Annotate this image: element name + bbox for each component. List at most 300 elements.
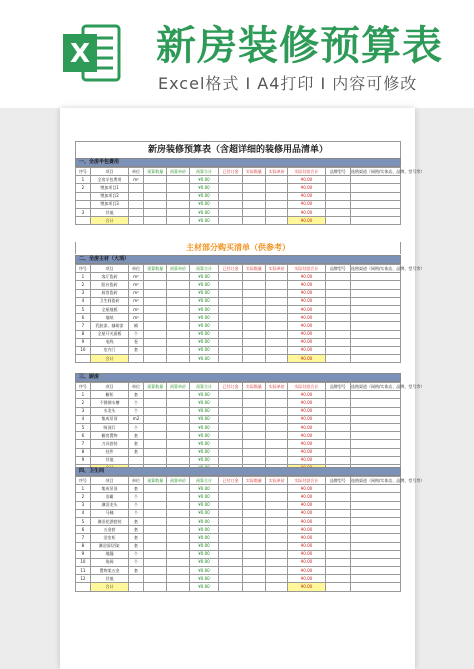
cell-qty[interactable] (143, 550, 166, 558)
cell-price[interactable] (167, 526, 189, 534)
cell-price[interactable] (167, 289, 189, 297)
cell-channel[interactable] (351, 399, 401, 407)
cell-qty[interactable] (143, 456, 166, 464)
cell-no[interactable]: 7 (76, 534, 91, 542)
cell-budget_total[interactable]: ¥0.00 (189, 448, 219, 456)
cell-actual_qty[interactable] (242, 501, 265, 509)
cell-price[interactable] (167, 330, 189, 338)
cell-actual_qty[interactable] (242, 456, 265, 464)
cell-brand[interactable] (325, 526, 350, 534)
cell-brand[interactable] (325, 192, 350, 200)
cell-actual_total[interactable]: ¥0.00 (288, 501, 325, 509)
cell-no[interactable]: 9 (76, 550, 91, 558)
cell-actual_total[interactable]: ¥0.00 (288, 391, 325, 399)
cell-actual_price[interactable] (266, 200, 288, 208)
cell-budget_total[interactable]: ¥0.00 (189, 192, 219, 200)
cell-actual_price[interactable] (266, 415, 288, 423)
cell-price[interactable] (167, 297, 189, 305)
cell-actual_price[interactable] (266, 534, 288, 542)
cell-channel[interactable] (351, 415, 401, 423)
cell-no[interactable]: 9 (76, 456, 91, 464)
cell-unit[interactable]: m² (129, 176, 144, 184)
cell-actual_price[interactable] (266, 558, 288, 566)
cell-actual_total[interactable]: ¥0.00 (288, 338, 325, 346)
cell-brand[interactable] (325, 305, 350, 313)
cell-budget_total[interactable]: ¥0.00 (189, 432, 219, 440)
cell-paid[interactable] (219, 456, 242, 464)
cell-actual_price[interactable] (266, 322, 288, 330)
cell-price[interactable] (167, 281, 189, 289)
cell-qty[interactable] (143, 423, 166, 431)
cell-unit[interactable]: m² (129, 281, 144, 289)
cell-item[interactable]: 阳台瓷砖 (90, 281, 128, 289)
cell-no[interactable]: 8 (76, 448, 91, 456)
cell-budget_total[interactable]: ¥0.00 (189, 305, 219, 313)
cell-qty[interactable] (143, 346, 166, 354)
cell-qty[interactable] (143, 391, 166, 399)
cell-actual_price[interactable] (266, 273, 288, 281)
cell-actual_total[interactable]: ¥0.00 (288, 558, 325, 566)
cell-actual_qty[interactable] (242, 517, 265, 525)
cell-brand[interactable] (325, 485, 350, 493)
cell-price[interactable] (167, 399, 189, 407)
cell-no[interactable]: 12 (76, 575, 91, 583)
cell-qty[interactable] (143, 176, 166, 184)
cell-price[interactable] (167, 192, 189, 200)
cell-no[interactable]: 3 (76, 501, 91, 509)
cell-qty[interactable] (143, 289, 166, 297)
cell-paid[interactable] (219, 322, 242, 330)
cell-brand[interactable] (325, 184, 350, 192)
cell-paid[interactable] (219, 485, 242, 493)
cell-channel[interactable] (351, 423, 401, 431)
cell-budget_total[interactable]: ¥0.00 (189, 330, 219, 338)
cell-channel[interactable] (351, 501, 401, 509)
cell-actual_total[interactable]: ¥0.00 (288, 281, 325, 289)
cell-item[interactable]: 浴霸 (90, 493, 128, 501)
cell-actual_price[interactable] (266, 314, 288, 322)
cell-item[interactable]: 置物架五金 (90, 567, 128, 575)
cell-no[interactable]: 3 (76, 289, 91, 297)
cell-channel[interactable] (351, 456, 401, 464)
cell-budget_total[interactable]: ¥0.00 (189, 415, 219, 423)
cell-no[interactable] (76, 192, 91, 200)
cell-price[interactable] (167, 485, 189, 493)
cell-no[interactable]: 1 (76, 176, 91, 184)
cell-actual_qty[interactable] (242, 534, 265, 542)
cell-qty[interactable] (143, 305, 166, 313)
cell-actual_total[interactable]: ¥0.00 (288, 534, 325, 542)
cell-budget_total[interactable]: ¥0.00 (189, 423, 219, 431)
cell-budget_total[interactable]: ¥0.00 (189, 338, 219, 346)
cell-actual_price[interactable] (266, 517, 288, 525)
cell-actual_qty[interactable] (242, 176, 265, 184)
cell-actual_total[interactable]: ¥0.00 (288, 423, 325, 431)
cell-budget_total[interactable]: ¥0.00 (189, 567, 219, 575)
cell-actual_price[interactable] (266, 407, 288, 415)
cell-no[interactable]: 11 (76, 567, 91, 575)
cell-qty[interactable] (143, 415, 166, 423)
cell-unit[interactable]: 套 (129, 346, 144, 354)
cell-paid[interactable] (219, 493, 242, 501)
cell-brand[interactable] (325, 281, 350, 289)
cell-actual_qty[interactable] (242, 200, 265, 208)
cell-price[interactable] (167, 200, 189, 208)
cell-item[interactable]: 浴室柜 (90, 534, 128, 542)
cell-price[interactable] (167, 305, 189, 313)
cell-actual_total[interactable]: ¥0.00 (288, 526, 325, 534)
cell-actual_price[interactable] (266, 330, 288, 338)
cell-unit[interactable]: 个 (129, 509, 144, 517)
cell-actual_qty[interactable] (242, 281, 265, 289)
cell-budget_total[interactable]: ¥0.00 (189, 526, 219, 534)
cell-channel[interactable] (351, 208, 401, 216)
cell-actual_total[interactable]: ¥0.00 (288, 273, 325, 281)
cell-actual_total[interactable]: ¥0.00 (288, 314, 325, 322)
cell-item[interactable]: 角阀 (90, 558, 128, 566)
cell-no[interactable]: 2 (76, 399, 91, 407)
cell-actual_price[interactable] (266, 391, 288, 399)
cell-unit[interactable]: 套 (129, 542, 144, 550)
cell-channel[interactable] (351, 192, 401, 200)
cell-brand[interactable] (325, 575, 350, 583)
cell-actual_qty[interactable] (242, 558, 265, 566)
cell-brand[interactable] (325, 517, 350, 525)
cell-brand[interactable] (325, 407, 350, 415)
cell-item[interactable]: 全房半包费用 (90, 176, 128, 184)
cell-actual_price[interactable] (266, 399, 288, 407)
cell-actual_total[interactable]: ¥0.00 (288, 493, 325, 501)
cell-qty[interactable] (143, 200, 166, 208)
cell-actual_total[interactable]: ¥0.00 (288, 346, 325, 354)
cell-paid[interactable] (219, 534, 242, 542)
cell-item[interactable]: 不锈钢水槽 (90, 399, 128, 407)
cell-brand[interactable] (325, 176, 350, 184)
cell-qty[interactable] (143, 184, 166, 192)
cell-paid[interactable] (219, 305, 242, 313)
cell-brand[interactable] (325, 423, 350, 431)
cell-actual_qty[interactable] (242, 448, 265, 456)
cell-actual_total[interactable]: ¥0.00 (288, 440, 325, 448)
cell-brand[interactable] (325, 208, 350, 216)
cell-no[interactable]: 6 (76, 432, 91, 440)
cell-price[interactable] (167, 448, 189, 456)
cell-actual_total[interactable]: ¥0.00 (288, 567, 325, 575)
cell-paid[interactable] (219, 208, 242, 216)
cell-channel[interactable] (351, 314, 401, 322)
cell-unit[interactable]: 套 (129, 440, 144, 448)
cell-no[interactable]: 2 (76, 281, 91, 289)
cell-paid[interactable] (219, 192, 242, 200)
cell-unit[interactable]: m2 (129, 415, 144, 423)
cell-actual_qty[interactable] (242, 391, 265, 399)
cell-channel[interactable] (351, 281, 401, 289)
cell-item[interactable]: 乳胶漆、辅助漆 (90, 322, 128, 330)
cell-actual_qty[interactable] (242, 314, 265, 322)
cell-unit[interactable] (129, 456, 144, 464)
cell-actual_total[interactable]: ¥0.00 (288, 456, 325, 464)
cell-no[interactable]: 1 (76, 485, 91, 493)
cell-actual_total[interactable]: ¥0.00 (288, 542, 325, 550)
cell-qty[interactable] (143, 493, 166, 501)
cell-qty[interactable] (143, 526, 166, 534)
cell-actual_price[interactable] (266, 440, 288, 448)
cell-actual_price[interactable] (266, 501, 288, 509)
cell-budget_total[interactable]: ¥0.00 (189, 346, 219, 354)
cell-channel[interactable] (351, 526, 401, 534)
cell-budget_total[interactable]: ¥0.00 (189, 273, 219, 281)
cell-channel[interactable] (351, 289, 401, 297)
cell-actual_qty[interactable] (242, 297, 265, 305)
cell-budget_total[interactable]: ¥0.00 (189, 558, 219, 566)
cell-paid[interactable] (219, 440, 242, 448)
cell-item[interactable]: 淋浴花洒套装 (90, 517, 128, 525)
cell-unit[interactable]: 个 (129, 399, 144, 407)
cell-actual_qty[interactable] (242, 184, 265, 192)
cell-budget_total[interactable]: ¥0.00 (189, 322, 219, 330)
cell-price[interactable] (167, 550, 189, 558)
cell-item[interactable]: 其他 (90, 208, 128, 216)
cell-channel[interactable] (351, 297, 401, 305)
cell-actual_qty[interactable] (242, 399, 265, 407)
cell-qty[interactable] (143, 322, 166, 330)
cell-budget_total[interactable]: ¥0.00 (189, 176, 219, 184)
cell-qty[interactable] (143, 407, 166, 415)
cell-paid[interactable] (219, 432, 242, 440)
cell-item[interactable]: 马桶 (90, 509, 128, 517)
cell-item[interactable]: 全屋地板 (90, 305, 128, 313)
cell-channel[interactable] (351, 534, 401, 542)
cell-channel[interactable] (351, 517, 401, 525)
cell-price[interactable] (167, 423, 189, 431)
cell-budget_total[interactable]: ¥0.00 (189, 501, 219, 509)
cell-no[interactable]: 3 (76, 208, 91, 216)
cell-brand[interactable] (325, 542, 350, 550)
cell-item[interactable]: 室内门 (90, 346, 128, 354)
cell-actual_qty[interactable] (242, 567, 265, 575)
cell-no[interactable]: 6 (76, 314, 91, 322)
cell-qty[interactable] (143, 575, 166, 583)
cell-paid[interactable] (219, 509, 242, 517)
cell-price[interactable] (167, 415, 189, 423)
cell-item[interactable]: 厨房瓷砖 (90, 289, 128, 297)
cell-paid[interactable] (219, 273, 242, 281)
cell-brand[interactable] (325, 415, 350, 423)
cell-no[interactable]: 5 (76, 423, 91, 431)
cell-paid[interactable] (219, 399, 242, 407)
cell-price[interactable] (167, 176, 189, 184)
cell-unit[interactable]: m² (129, 305, 144, 313)
cell-price[interactable] (167, 338, 189, 346)
cell-actual_price[interactable] (266, 184, 288, 192)
cell-price[interactable] (167, 184, 189, 192)
cell-brand[interactable] (325, 289, 350, 297)
cell-actual_total[interactable]: ¥0.00 (288, 550, 325, 558)
cell-channel[interactable] (351, 305, 401, 313)
cell-no[interactable]: 2 (76, 493, 91, 501)
cell-paid[interactable] (219, 281, 242, 289)
cell-actual_total[interactable]: ¥0.00 (288, 322, 325, 330)
cell-brand[interactable] (325, 509, 350, 517)
cell-brand[interactable] (325, 432, 350, 440)
cell-qty[interactable] (143, 432, 166, 440)
cell-paid[interactable] (219, 391, 242, 399)
cell-actual_qty[interactable] (242, 346, 265, 354)
cell-no[interactable] (76, 200, 91, 208)
cell-actual_price[interactable] (266, 432, 288, 440)
cell-channel[interactable] (351, 432, 401, 440)
cell-channel[interactable] (351, 200, 401, 208)
cell-paid[interactable] (219, 526, 242, 534)
cell-paid[interactable] (219, 407, 242, 415)
cell-actual_qty[interactable] (242, 289, 265, 297)
cell-actual_qty[interactable] (242, 322, 265, 330)
cell-item[interactable]: 集成吊顶 (90, 485, 128, 493)
cell-channel[interactable] (351, 407, 401, 415)
cell-price[interactable] (167, 432, 189, 440)
cell-paid[interactable] (219, 176, 242, 184)
cell-price[interactable] (167, 314, 189, 322)
cell-paid[interactable] (219, 542, 242, 550)
cell-item[interactable]: 增加项目3 (90, 200, 128, 208)
cell-price[interactable] (167, 534, 189, 542)
cell-channel[interactable] (351, 176, 401, 184)
cell-price[interactable] (167, 517, 189, 525)
cell-paid[interactable] (219, 558, 242, 566)
cell-actual_total[interactable]: ¥0.00 (288, 448, 325, 456)
cell-actual_price[interactable] (266, 567, 288, 575)
cell-qty[interactable] (143, 440, 166, 448)
cell-no[interactable]: 8 (76, 542, 91, 550)
cell-budget_total[interactable]: ¥0.00 (189, 542, 219, 550)
cell-price[interactable] (167, 273, 189, 281)
cell-no[interactable]: 4 (76, 509, 91, 517)
cell-item[interactable]: 五金套 (90, 526, 128, 534)
cell-actual_qty[interactable] (242, 407, 265, 415)
cell-budget_total[interactable]: ¥0.00 (189, 550, 219, 558)
cell-unit[interactable]: 套 (129, 391, 144, 399)
cell-no[interactable]: 8 (76, 330, 91, 338)
cell-budget_total[interactable]: ¥0.00 (189, 314, 219, 322)
cell-actual_price[interactable] (266, 550, 288, 558)
cell-qty[interactable] (143, 338, 166, 346)
cell-paid[interactable] (219, 330, 242, 338)
cell-price[interactable] (167, 407, 189, 415)
cell-actual_qty[interactable] (242, 423, 265, 431)
cell-unit[interactable]: 套 (129, 526, 144, 534)
cell-channel[interactable] (351, 391, 401, 399)
cell-actual_price[interactable] (266, 542, 288, 550)
cell-brand[interactable] (325, 456, 350, 464)
cell-actual_qty[interactable] (242, 493, 265, 501)
cell-unit[interactable] (129, 208, 144, 216)
cell-unit[interactable]: m² (129, 273, 144, 281)
cell-budget_total[interactable]: ¥0.00 (189, 534, 219, 542)
cell-actual_price[interactable] (266, 192, 288, 200)
cell-actual_price[interactable] (266, 485, 288, 493)
cell-actual_total[interactable]: ¥0.00 (288, 305, 325, 313)
cell-price[interactable] (167, 391, 189, 399)
cell-unit[interactable]: 套 (129, 534, 144, 542)
cell-actual_total[interactable]: ¥0.00 (288, 289, 325, 297)
cell-actual_price[interactable] (266, 423, 288, 431)
cell-no[interactable]: 6 (76, 526, 91, 534)
cell-channel[interactable] (351, 330, 401, 338)
cell-brand[interactable] (325, 314, 350, 322)
cell-unit[interactable]: 个 (129, 423, 144, 431)
cell-channel[interactable] (351, 485, 401, 493)
cell-unit[interactable]: 个 (129, 558, 144, 566)
cell-item[interactable]: 集成吊顶 (90, 415, 128, 423)
cell-unit[interactable]: 桶 (129, 322, 144, 330)
cell-budget_total[interactable]: ¥0.00 (189, 399, 219, 407)
cell-price[interactable] (167, 322, 189, 330)
cell-qty[interactable] (143, 208, 166, 216)
cell-brand[interactable] (325, 346, 350, 354)
cell-budget_total[interactable]: ¥0.00 (189, 184, 219, 192)
cell-actual_price[interactable] (266, 493, 288, 501)
cell-item[interactable]: 增加项目2 (90, 192, 128, 200)
cell-actual_price[interactable] (266, 509, 288, 517)
cell-brand[interactable] (325, 440, 350, 448)
cell-actual_qty[interactable] (242, 485, 265, 493)
cell-channel[interactable] (351, 338, 401, 346)
cell-paid[interactable] (219, 501, 242, 509)
cell-channel[interactable] (351, 567, 401, 575)
cell-brand[interactable] (325, 273, 350, 281)
cell-price[interactable] (167, 440, 189, 448)
cell-channel[interactable] (351, 322, 401, 330)
cell-actual_qty[interactable] (242, 550, 265, 558)
cell-channel[interactable] (351, 184, 401, 192)
cell-actual_qty[interactable] (242, 338, 265, 346)
cell-unit[interactable]: 套 (129, 448, 144, 456)
cell-budget_total[interactable]: ¥0.00 (189, 281, 219, 289)
cell-budget_total[interactable]: ¥0.00 (189, 509, 219, 517)
cell-unit[interactable]: m² (129, 297, 144, 305)
cell-budget_total[interactable]: ¥0.00 (189, 407, 219, 415)
cell-budget_total[interactable]: ¥0.00 (189, 517, 219, 525)
cell-paid[interactable] (219, 338, 242, 346)
cell-actual_price[interactable] (266, 456, 288, 464)
cell-unit[interactable] (129, 575, 144, 583)
cell-actual_total[interactable]: ¥0.00 (288, 399, 325, 407)
cell-budget_total[interactable]: ¥0.00 (189, 297, 219, 305)
cell-no[interactable]: 5 (76, 305, 91, 313)
cell-paid[interactable] (219, 575, 242, 583)
cell-unit[interactable]: 卷 (129, 338, 144, 346)
cell-actual_price[interactable] (266, 346, 288, 354)
cell-price[interactable] (167, 542, 189, 550)
cell-no[interactable]: 7 (76, 440, 91, 448)
cell-price[interactable] (167, 208, 189, 216)
cell-actual_qty[interactable] (242, 440, 265, 448)
cell-channel[interactable] (351, 542, 401, 550)
cell-unit[interactable]: 套 (129, 485, 144, 493)
cell-brand[interactable] (325, 567, 350, 575)
cell-item[interactable]: 橱房置物 (90, 432, 128, 440)
cell-channel[interactable] (351, 448, 401, 456)
cell-brand[interactable] (325, 550, 350, 558)
cell-paid[interactable] (219, 200, 242, 208)
cell-unit[interactable]: 个 (129, 330, 144, 338)
cell-brand[interactable] (325, 399, 350, 407)
cell-actual_total[interactable]: ¥0.00 (288, 192, 325, 200)
cell-paid[interactable] (219, 184, 242, 192)
cell-item[interactable]: 全屋开关面板 (90, 330, 128, 338)
cell-unit[interactable] (129, 192, 144, 200)
cell-paid[interactable] (219, 297, 242, 305)
